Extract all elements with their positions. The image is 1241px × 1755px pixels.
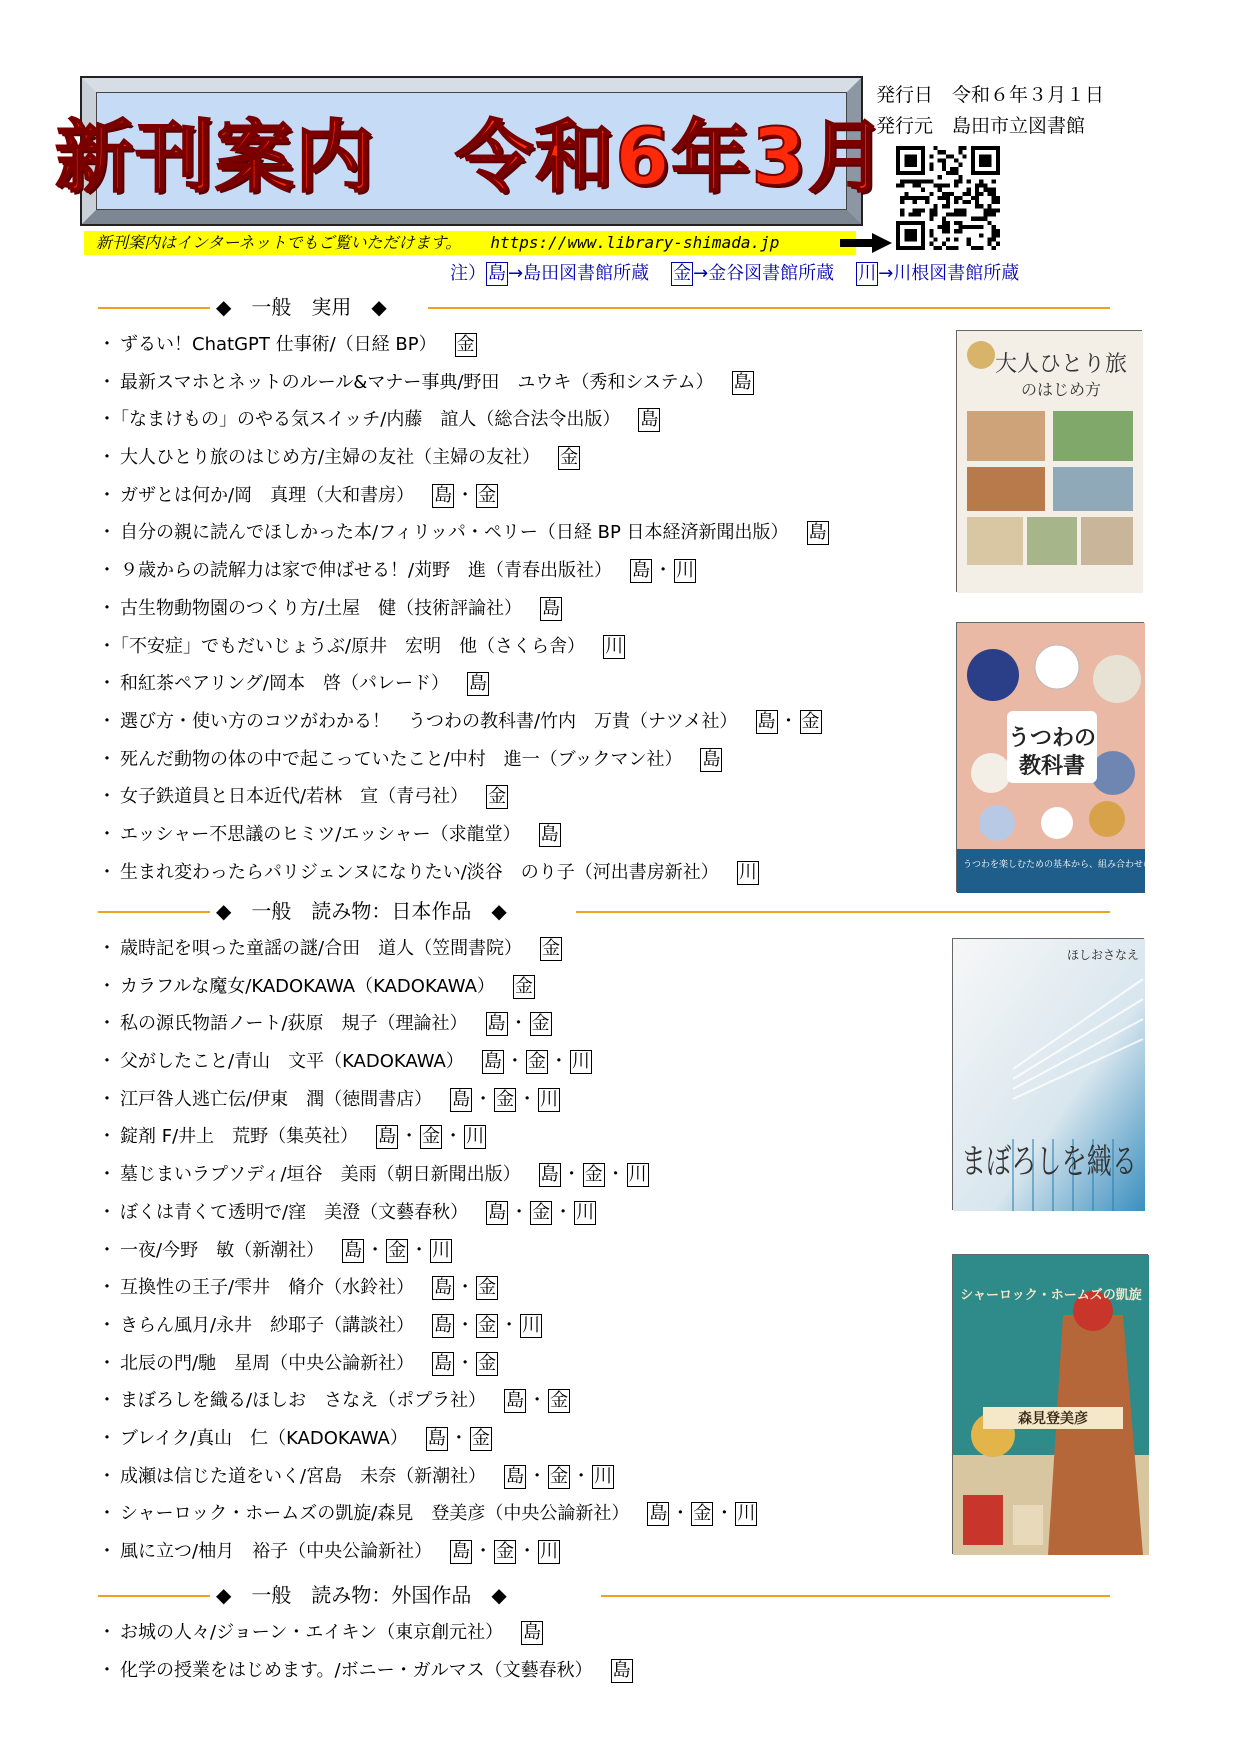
holding-tag: 金 [471, 1427, 490, 1449]
book-title-author: ぼくは青くて透明で/窪 美澄（文藝春秋） [120, 1201, 469, 1223]
tag-separator: ・ [715, 1503, 734, 1525]
legend-prefix: 注） [450, 263, 486, 284]
book-title-author: 一夜/今野 敏（新潮社） [120, 1239, 325, 1261]
book-item [98, 401, 829, 439]
holding-tag: 金 [422, 1126, 441, 1148]
tag-separator: ・ [549, 1051, 568, 1073]
holding-tag: 金 [550, 1390, 569, 1412]
bullet: ・ [98, 522, 116, 544]
book-title-author: 女子鉄道員と日本近代/若林 宣（青弓社） [120, 786, 469, 808]
holding-tags [521, 1622, 543, 1643]
holding-tags [638, 409, 660, 430]
bullet: ・ [98, 1390, 116, 1412]
holding-tag: 島 [452, 1088, 471, 1110]
bullet: ・ [98, 1013, 116, 1035]
section-heading-japanese-fiction: ◆ 一般 読み物：日本作品 ◆ [98, 896, 1110, 926]
tag-separator: ・ [518, 1088, 537, 1110]
holding-tag: 島 [632, 560, 651, 582]
tag-separator: ・ [456, 1277, 475, 1299]
book-item [98, 552, 829, 590]
holding-tags [455, 334, 477, 355]
book-item [98, 1458, 757, 1496]
holding-tag: 島 [378, 1126, 397, 1148]
tag-separator: ・ [410, 1239, 429, 1261]
holding-tags [504, 1390, 570, 1411]
bullet: ・ [98, 710, 116, 732]
book-title-author: 北辰の門/馳 星周（中央公論新社） [120, 1352, 415, 1374]
internet-note [84, 231, 856, 255]
book-title-author: 父がしたこと/青山 文平（KADOKAWA） [120, 1051, 464, 1073]
bullet: ・ [98, 1503, 116, 1525]
book-item [98, 628, 829, 666]
holding-tags [467, 673, 489, 694]
tag-separator: ・ [606, 1164, 625, 1186]
holding-tag: 金 [478, 484, 497, 506]
cover-author: ほしおさなえ [1066, 948, 1139, 962]
book-item [98, 1043, 757, 1081]
holding-tag: 島 [542, 597, 561, 619]
holding-tags [539, 824, 561, 845]
holding-tag: 川 [522, 1314, 541, 1336]
book-title-author: 「不安症」でもだいじょうぶ/原井 宏明 他（さくら舎） [120, 635, 586, 657]
bullet: ・ [98, 1622, 116, 1643]
holding-tag: 島 [488, 1201, 507, 1223]
book-item [98, 1005, 757, 1043]
bullet: ・ [98, 748, 116, 770]
book-item [98, 1269, 757, 1307]
tag-separator: ・ [528, 1465, 547, 1487]
book-item [98, 439, 829, 477]
book-title-author: きらん風月/永井 紗耶子（講談社） [120, 1314, 415, 1336]
holding-tag: 川 [594, 1465, 613, 1487]
bullet: ・ [98, 409, 116, 431]
holding-tag: 島 [434, 1277, 453, 1299]
holding-tag: 島 [808, 522, 827, 544]
holding-tag: 金 [584, 1164, 603, 1186]
holding-tag: 金 [550, 1465, 569, 1487]
qr-code-icon[interactable] [896, 146, 1000, 250]
book-title-author: 生まれ変わったらパリジェンヌになりたい/淡谷 のり子（河出書房新社） [120, 861, 719, 883]
bullet: ・ [98, 1164, 116, 1186]
arrow-right-icon [840, 233, 892, 253]
tag-separator: ・ [500, 1314, 519, 1336]
tag-separator: ・ [510, 1201, 529, 1223]
tag-separator: ・ [505, 1051, 524, 1073]
bullet: ・ [98, 1051, 116, 1073]
legend-item-kawane: 川 →川根図書館所蔵 [858, 263, 1020, 284]
book-item [98, 703, 829, 741]
tag-separator: ・ [456, 484, 475, 506]
holding-tag: 島 [733, 371, 752, 393]
holding-tags [486, 1202, 596, 1223]
holding-tag: 金 [478, 1314, 497, 1336]
holding-tags [486, 786, 508, 807]
holding-tag: 金 [478, 1277, 497, 1299]
book-item [98, 1652, 633, 1690]
holding-tag: 金 [496, 1541, 515, 1562]
book-cover-utsuwa [956, 622, 1206, 892]
book-title-author: エッシャー不思議のヒミツ/エッシャー（求龍堂） [120, 823, 521, 845]
book-item [98, 930, 757, 968]
book-item [98, 816, 829, 854]
tag-separator: ・ [554, 1201, 573, 1223]
book-title-author: 古生物動物園のつくり方/土屋 健（技術評論社） [120, 597, 523, 619]
bullet: ・ [98, 975, 116, 997]
book-title-author: 化学の授業をはじめます。/ボニー・ガルマス（文藝春秋） [120, 1659, 593, 1681]
book-list-practical [98, 326, 829, 891]
legend-tag: 島 [488, 263, 506, 284]
holding-tag: 金 [388, 1239, 407, 1261]
holding-tag: 島 [640, 409, 659, 431]
holding-tags [540, 598, 562, 619]
holding-tag: 金 [527, 1051, 546, 1073]
holding-tag: 島 [612, 1659, 631, 1681]
holding-tag: 川 [432, 1239, 451, 1261]
book-item [98, 326, 829, 364]
title-banner [55, 76, 888, 226]
book-item [98, 968, 757, 1006]
issue-date: 発行日 令和６年３月１日 [876, 84, 1105, 106]
holding-tag: 島 [434, 484, 453, 506]
book-cover-sherlock [952, 1254, 1148, 1554]
holding-legend [450, 259, 1019, 286]
book-title-author: 錠剤 F/井上 荒野（集英社） [120, 1126, 359, 1148]
book-item [98, 1345, 757, 1383]
legend-item-shimada: 島 →島田図書館所蔵 [488, 263, 650, 284]
book-title-author: カラフルな魔女/KADOKAWA（KADOKAWA） [120, 975, 495, 997]
book-title-author: 選び方・使い方のコツがわかる！ うつわの教科書/竹内 万貴（ナツメ社） [120, 710, 738, 732]
holding-tag: 金 [514, 975, 533, 997]
holding-tags [432, 1315, 542, 1336]
holding-tag: 川 [540, 1541, 559, 1562]
bullet: ・ [98, 1541, 116, 1562]
holding-tags [756, 711, 822, 732]
book-title-author: 江戸咎人逃亡伝/伊東 潤（徳間書店） [120, 1088, 433, 1110]
cover-subtitle: 教科書 [1018, 754, 1086, 779]
book-title-author: ガザとは何か/岡 真理（大和書房） [120, 484, 415, 506]
cover-subtitle: のはじめ方 [1020, 380, 1102, 399]
page-title: 新刊案内 令和6年3月 [55, 113, 888, 203]
book-title-author: 死んだ動物の体の中で起こっていたこと/中村 進一（ブックマン社） [120, 748, 683, 770]
book-item [98, 1156, 757, 1194]
book-title-author: 風に立つ/柚月 裕子（中央公論新社） [120, 1541, 433, 1562]
book-item [98, 1081, 757, 1119]
bullet: ・ [98, 334, 116, 355]
tag-separator: ・ [449, 1427, 468, 1449]
book-item [98, 590, 829, 628]
holding-tags [486, 1013, 552, 1034]
bullet: ・ [98, 371, 116, 393]
book-item [98, 1232, 757, 1270]
cover-title: 大人ひとり旅 [994, 352, 1128, 377]
book-item [98, 1614, 633, 1652]
holding-tags [630, 560, 696, 581]
book-title-author: 墓じまいラプソディ/垣谷 美雨（朝日新聞出版） [120, 1164, 521, 1186]
holding-tag: 島 [506, 1465, 525, 1487]
holding-tag: 島 [434, 1352, 453, 1374]
holding-tags [513, 976, 535, 997]
tag-separator: ・ [518, 1541, 537, 1562]
book-cover-otona-hitoritabi [956, 330, 1142, 592]
holding-tags [450, 1089, 560, 1110]
tag-separator: ・ [474, 1541, 493, 1562]
bullet: ・ [98, 823, 116, 845]
tag-separator: ・ [671, 1503, 690, 1525]
holding-tag: 川 [737, 1503, 756, 1525]
bullet: ・ [98, 1427, 116, 1449]
holding-tags [539, 1164, 649, 1185]
book-item [98, 364, 829, 402]
holding-tag: 島 [434, 1314, 453, 1336]
bullet: ・ [98, 673, 116, 695]
book-item [98, 1533, 757, 1571]
bullet: ・ [98, 1352, 116, 1374]
bullet: ・ [98, 938, 116, 959]
bullet: ・ [98, 786, 116, 808]
issue-info [876, 80, 1104, 142]
book-title-author: 成瀬は信じた道をいく/宮島 未奈（新潮社） [120, 1465, 487, 1487]
book-item [98, 1382, 757, 1420]
tag-separator: ・ [779, 710, 798, 732]
book-item [98, 1307, 757, 1345]
book-title-author: ９歳からの読解力は家で伸ばせる！/苅野 進（青春出版社） [120, 560, 613, 582]
holding-tag: 島 [649, 1503, 668, 1525]
holding-tag: 川 [628, 1164, 647, 1186]
book-title-author: 自分の親に読んでほしかった本/フィリッパ・ペリー（日経 BP 日本経済新聞出版） [120, 522, 789, 544]
holding-tags [700, 749, 722, 770]
tag-separator: ・ [654, 560, 673, 582]
bullet: ・ [98, 1314, 116, 1336]
tag-separator: ・ [400, 1126, 419, 1148]
book-title-author: 互換性の王子/雫井 脩介（水鈴社） [120, 1277, 415, 1299]
book-title-author: 私の源氏物語ノート/荻原 規子（理論社） [120, 1013, 468, 1035]
book-item [98, 1194, 757, 1232]
holding-tag: 金 [456, 334, 475, 355]
book-title-author: お城の人々/ジョーン・エイキン（東京創元社） [120, 1622, 504, 1643]
tag-separator: ・ [474, 1088, 493, 1110]
holding-tags [611, 1660, 633, 1681]
holding-tag: 金 [488, 786, 507, 808]
holding-tags [342, 1240, 452, 1261]
tag-separator: ・ [528, 1390, 547, 1412]
section-heading-practical: ◆ 一般 実用 ◆ [98, 292, 1110, 322]
holding-tag: 島 [506, 1390, 525, 1412]
bullet: ・ [98, 1201, 116, 1223]
holding-tag: 川 [540, 1088, 559, 1110]
tag-separator: ・ [509, 1013, 528, 1035]
cover-title: うつわの [1007, 726, 1097, 751]
holding-tags [603, 636, 625, 657]
cover-band: うつわを楽しむための基本から、組み合わせのアイデアまで [963, 860, 1206, 870]
bullet: ・ [98, 1088, 116, 1110]
holding-tag: 川 [676, 560, 695, 582]
holding-tag: 島 [344, 1239, 363, 1261]
holding-tag: 島 [757, 710, 776, 732]
holding-tag: 川 [738, 861, 757, 883]
holding-tag: 島 [487, 1013, 506, 1035]
holding-tag: 金 [532, 1201, 551, 1223]
holding-tag: 島 [452, 1541, 471, 1562]
title-panel [55, 92, 888, 210]
bullet: ・ [98, 1277, 116, 1299]
holding-tag: 金 [560, 447, 579, 469]
book-title-author: 「なまけもの」のやる気スイッチ/内藤 誼人（総合法令出版） [120, 409, 621, 431]
holding-tags [482, 1051, 592, 1072]
holding-tags [504, 1466, 614, 1487]
book-item [98, 741, 829, 779]
holding-tag: 島 [427, 1427, 446, 1449]
cover-author: 森見登美彦 [1018, 1411, 1088, 1427]
holding-tag: 川 [466, 1126, 485, 1148]
holding-tag: 金 [496, 1088, 515, 1110]
book-item [98, 665, 829, 703]
holding-tags [558, 447, 580, 468]
holding-tag: 金 [801, 710, 820, 732]
tag-separator: ・ [366, 1239, 385, 1261]
internet-note-text: 新刊案内はインターネットでもご覧いただけます。 [96, 233, 462, 252]
book-title-author: ずるい！ChatGPT 仕事術/（日経 BP） [120, 334, 437, 355]
holding-tag: 島 [702, 748, 721, 770]
holding-tags [732, 372, 754, 393]
legend-item-kanaya: 金 →金谷図書館所蔵 [673, 263, 835, 284]
cover-title: まぼろしを織る [961, 1142, 1137, 1182]
book-item [98, 854, 829, 892]
holding-tags [426, 1428, 492, 1449]
bullet: ・ [98, 1239, 116, 1261]
holding-tags [376, 1126, 486, 1147]
holding-tag: 金 [693, 1503, 712, 1525]
holding-tags [432, 1353, 498, 1374]
holding-tags [647, 1503, 757, 1524]
book-title-author: 和紅茶ペアリング/岡本 啓（パレード） [120, 673, 449, 695]
book-item [98, 514, 829, 552]
holding-tags [737, 862, 759, 883]
book-cover-maboroshi [952, 938, 1144, 1210]
book-item [98, 1495, 757, 1533]
holding-tag: 金 [531, 1013, 550, 1035]
holding-tag: 川 [571, 1051, 590, 1073]
book-title-author: ブレイク/真山 仁（KADOKAWA） [120, 1427, 408, 1449]
holding-tag: 金 [542, 938, 561, 959]
book-list-foreign-fiction [98, 1614, 633, 1689]
book-item [98, 1118, 757, 1156]
tag-separator: ・ [456, 1314, 475, 1336]
holding-tag: 金 [478, 1352, 497, 1374]
bullet: ・ [98, 1659, 116, 1681]
tag-separator: ・ [572, 1465, 591, 1487]
book-title-author: 大人ひとり旅のはじめ方/主婦の友社（主婦の友社） [120, 447, 541, 469]
legend-tag: 金 [673, 263, 692, 284]
bullet: ・ [98, 484, 116, 506]
book-item [98, 1420, 757, 1458]
book-list-japanese-fiction [98, 930, 757, 1571]
section-heading-foreign-fiction: ◆ 一般 読み物：外国作品 ◆ [98, 1580, 1110, 1610]
bullet: ・ [98, 1126, 116, 1148]
book-item [98, 477, 829, 515]
holding-tags [432, 1277, 498, 1298]
holding-tags [450, 1541, 560, 1562]
legend-tag: 川 [858, 263, 877, 284]
bullet: ・ [98, 447, 116, 469]
holding-tags [432, 485, 498, 506]
holding-tag: 島 [523, 1622, 542, 1643]
tag-separator: ・ [444, 1126, 463, 1148]
book-title-author: シャーロック・ホームズの凱旋/森見 登美彦（中央公論新社） [120, 1503, 630, 1525]
holding-tags [540, 938, 562, 959]
book-title-author: 最新スマホとネットのルール&マナー事典/野田 ユウキ（秀和システム） [120, 371, 714, 393]
tag-separator: ・ [562, 1164, 581, 1186]
holding-tag: 川 [605, 635, 624, 657]
issue-publisher: 発行元 島田市立図書館 [876, 115, 1086, 137]
cover-title: シャーロック・ホームズの凱旋 [960, 1288, 1142, 1303]
bullet: ・ [98, 597, 116, 619]
holding-tag: 島 [468, 673, 487, 695]
book-item [98, 778, 829, 816]
holding-tag: 島 [483, 1051, 502, 1073]
holding-tag: 島 [540, 823, 559, 845]
book-title-author: まぼろしを織る/ほしお さなえ（ポプラ社） [120, 1390, 487, 1412]
bullet: ・ [98, 1465, 116, 1487]
library-url-link[interactable]: https://www.library-shimada.jp [490, 233, 780, 252]
holding-tags [807, 522, 829, 543]
tag-separator: ・ [456, 1352, 475, 1374]
bullet: ・ [98, 560, 116, 582]
bullet: ・ [98, 635, 116, 657]
bullet: ・ [98, 861, 116, 883]
holding-tag: 島 [540, 1164, 559, 1186]
book-title-author: 歳時記を唄った童謡の謎/合田 道人（笠間書院） [120, 938, 523, 959]
holding-tag: 川 [576, 1201, 595, 1223]
